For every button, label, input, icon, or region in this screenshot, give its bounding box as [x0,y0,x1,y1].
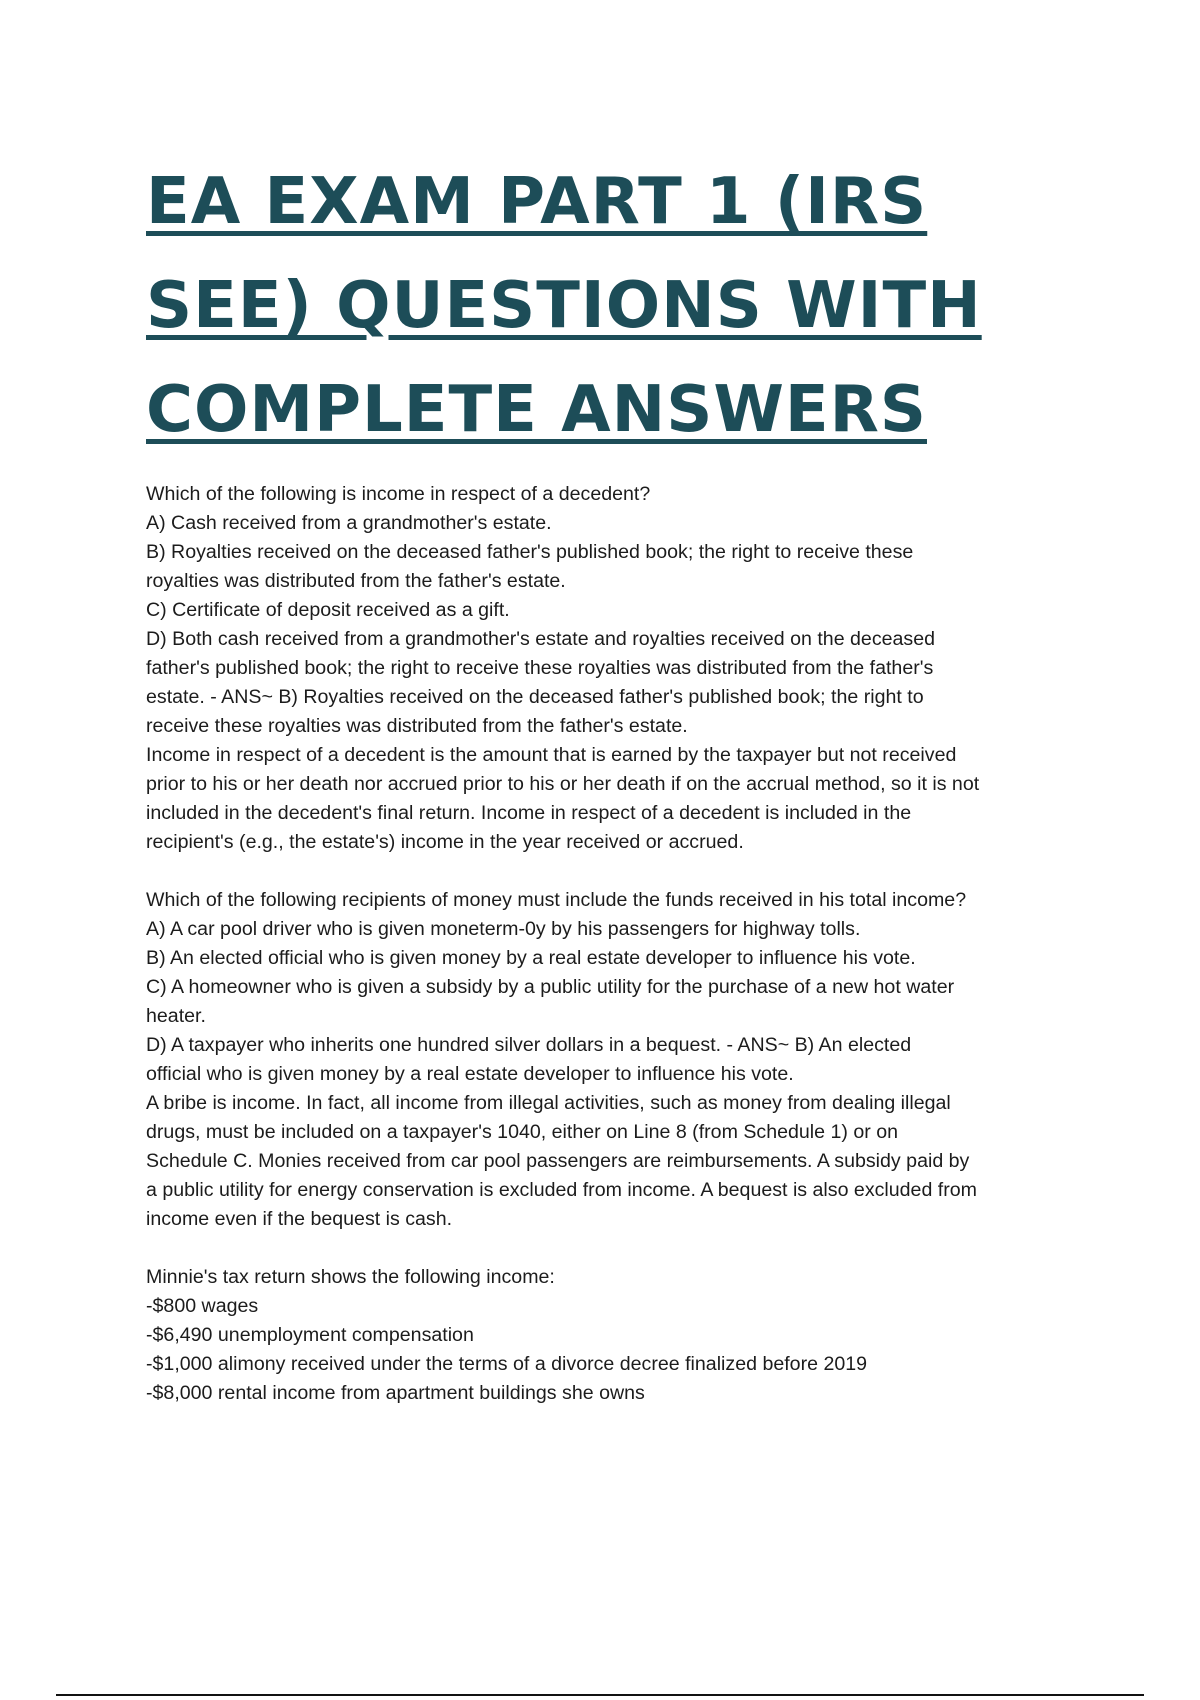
question-text: Minnie's tax return shows the following income: [146,1266,555,1288]
answer-line: D) A taxpayer who inherits one hundred silver dollars in a bequest. - ANS~ B) An elected [146,1034,912,1056]
explanation-line: Income in respect of a decedent is the amount that is earned by the taxpayer but not received [146,744,957,766]
question-text: Which of the following recipients of money must include the funds received in his total income? [146,889,967,911]
explanation-line: A bribe is income. In fact, all income from illegal activities, such as money from dealing illegal [146,1092,951,1114]
income-item: -$1,000 alimony received under the terms of a divorce decree finalized before 2019 [146,1353,868,1375]
answer-option: father's published book; the right to receive these royalties was distributed from the father's [146,657,934,679]
question-block-3 [146,1263,1096,1408]
question-block-2 [146,886,1096,1234]
answer-option: C) Certificate of deposit received as a gift. [146,599,510,621]
explanation-line: income even if the bequest is cash. [146,1208,453,1230]
income-item: -$6,490 unemployment compensation [146,1324,474,1346]
answer-option: B) Royalties received on the deceased father's published book; the right to receive these [146,541,914,563]
page-title [146,150,1126,462]
answer-line: receive these royalties was distributed from the father's estate. [146,715,688,737]
income-item: -$8,000 rental income from apartment buildings she owns [146,1382,645,1404]
explanation-line: included in the decedent's final return. Income in respect of a decedent is included in the [146,802,912,824]
answer-line: official who is given money by a real estate developer to influence his vote. [146,1063,794,1085]
income-item: -$800 wages [146,1295,259,1317]
answer-option: B) An elected official who is given money by a real estate developer to influence his vote. [146,947,916,969]
title-line: SEE) QUESTIONS WITH [146,269,982,343]
paragraph-gap [146,1234,1096,1263]
explanation-line: Schedule C. Monies received from car pool passengers are reimbursements. A subsidy paid by [146,1150,970,1172]
paragraph-gap [146,857,1096,886]
explanation-line: recipient's (e.g., the estate's) income in the year received or accrued. [146,831,744,853]
title-line: EA EXAM PART 1 (IRS [146,165,928,239]
document-body [146,480,1096,1408]
explanation-line: a public utility for energy conservation is excluded from income. A bequest is also excluded from [146,1179,977,1201]
answer-option: A) Cash received from a grandmother's estate. [146,512,552,534]
answer-option: C) A homeowner who is given a subsidy by a public utility for the purchase of a new hot water [146,976,955,998]
question-text: Which of the following is income in respect of a decedent? [146,483,651,505]
answer-line: estate. - ANS~ B) Royalties received on the deceased father's published book; the right to [146,686,924,708]
title-line: COMPLETE ANSWERS [146,373,927,447]
explanation-line: drugs, must be included on a taxpayer's 1040, either on Line 8 (from Schedule 1) or on [146,1121,899,1143]
answer-option: heater. [146,1005,206,1027]
footer-divider [56,1694,1144,1696]
explanation-line: prior to his or her death nor accrued prior to his or her death if on the accrual method, so it is not [146,773,980,795]
question-block-1 [146,480,1096,857]
answer-option: D) Both cash received from a grandmother's estate and royalties received on the deceased [146,628,936,650]
answer-option: A) A car pool driver who is given moneterm-0y by his passengers for highway tolls. [146,918,861,940]
answer-option: royalties was distributed from the father's estate. [146,570,566,592]
